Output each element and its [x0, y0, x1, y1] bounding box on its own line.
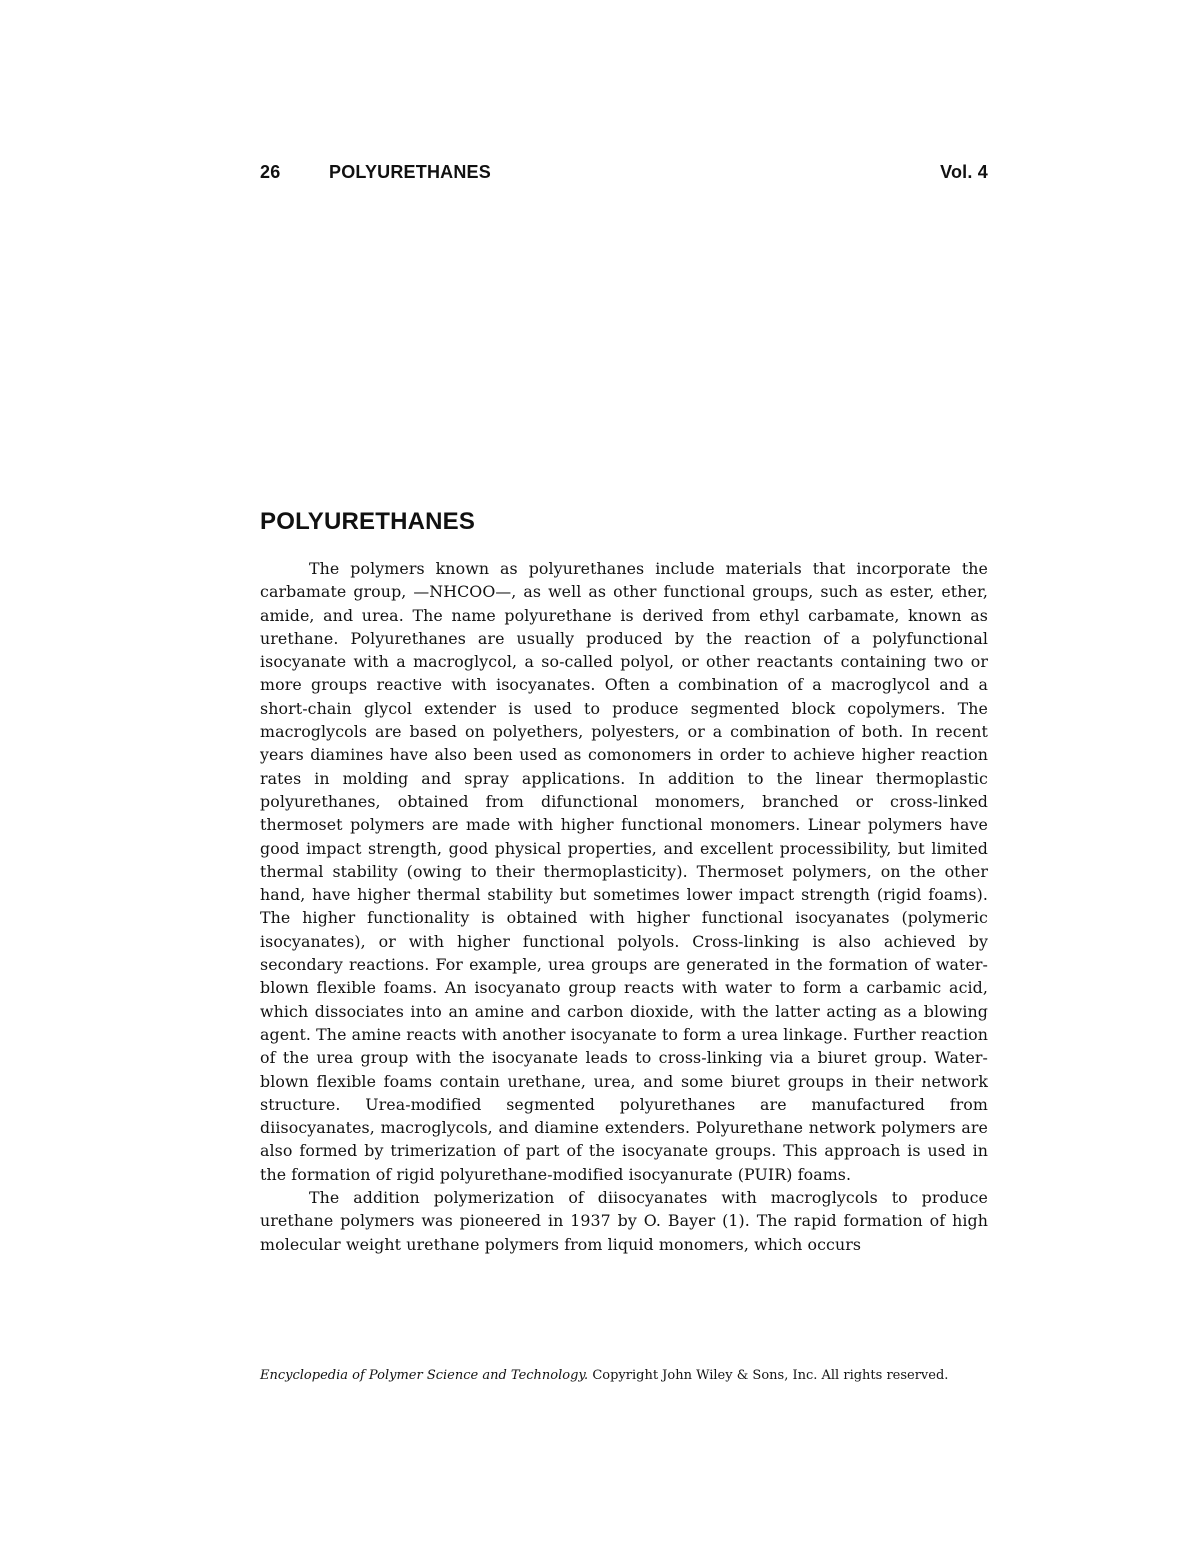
- volume-label: Vol. 4: [940, 162, 988, 182]
- running-head: [260, 158, 988, 186]
- publication-name: Encyclopedia of Polymer Science and Technology.: [260, 1368, 589, 1383]
- article-title: POLYURETHANES: [260, 508, 476, 535]
- body-paragraph: The polymers known as polyurethanes include materials that incorporate the carbamate group, —NHCOO—, as well as other functional groups, such as ester, ether, amide, and urea. The name polyurethane is derived from ethyl carbamate, known as urethane. Polyurethanes are usually produced by the reaction of a polyfunctional isocyanate with a macroglycol, a so-called polyol, or other reactants containing two or more groups reactive with isocyanates. Often a combination of a macroglycol and a short-chain glycol extender is used to produce segmented block copolymers. The macroglycols are based on polyethers, polyesters, or a combination of both. In recent years diamines have also been used as comonomers in order to achieve higher reaction rates in molding and spray applications. In addition to the linear thermoplastic polyurethanes, obtained from difunctional monomers, branched or cross-linked thermoset polymers are made with higher functional monomers. Linear polymers have good impact strength, good physical properties, and excellent processibility, but limited thermal stability (owing to their thermoplasticity). Thermoset polymers, on the other hand, have higher thermal stability but sometimes lower impact strength (rigid foams). The higher functionality is obtained with higher functional isocyanates (polymeric isocyanates), or with higher functional polyols. Cross-linking is also achieved by secondary reactions. For example, urea groups are generated in the formation of water-blown flexible foams. An isocyanato group reacts with water to form a carbamic acid, which dissociates into an amine and carbon dioxide, with the latter acting as a blowing agent. The amine reacts with another isocyanate to form a urea linkage. Further reaction of the urea group with the isocyanate leads to cross-linking via a biuret group. Water-blown flexible foams contain urethane, urea, and some biuret groups in their network structure. Urea-modified segmented polyurethanes are manufactured from diisocyanates, macroglycols, and diamine extenders. Polyurethane network polymers are also formed by trimerization of part of the isocyanate groups. This approach is used in the formation of rigid polyurethane-modified isocyanurate (PUIR) foams.: [260, 559, 988, 1184]
- copyright-notice: Copyright John Wiley & Sons, Inc. All rights reserved.: [588, 1368, 949, 1383]
- running-title: POLYURETHANES: [329, 162, 491, 182]
- page-number: 26: [260, 162, 281, 182]
- body-paragraph: The addition polymerization of diisocyanates with macroglycols to produce urethane polymers was pioneered in 1937 by O. Bayer (1). The rapid formation of high molecular weight urethane polymers from liquid monomers, which occurs: [260, 1188, 988, 1254]
- copyright-footer: [260, 1366, 988, 1386]
- article-body: [260, 557, 988, 1256]
